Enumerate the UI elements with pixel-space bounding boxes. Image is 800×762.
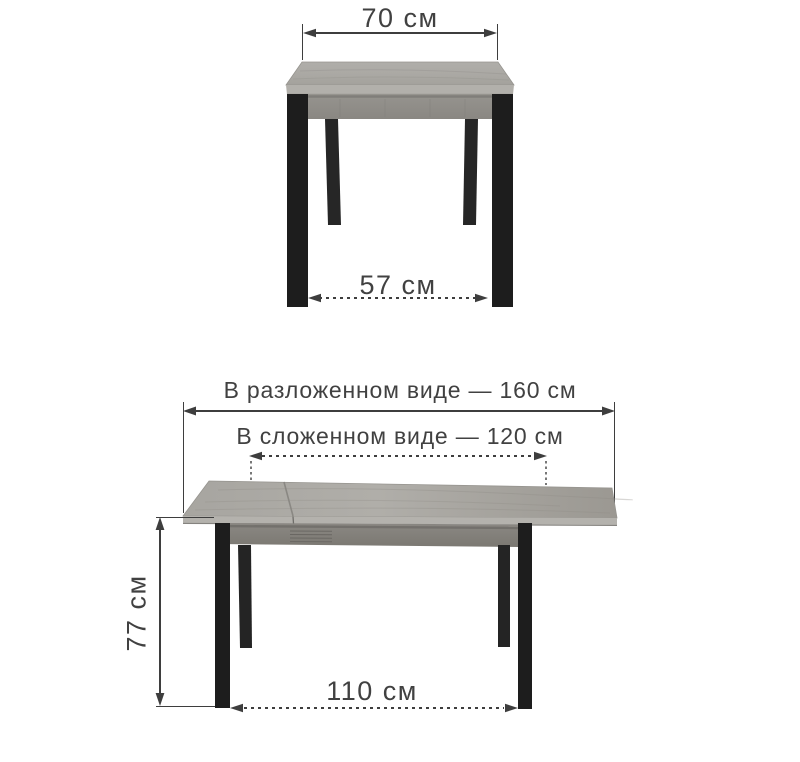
table-leg-front-right: [518, 523, 532, 709]
tabletop-surface: [183, 481, 617, 518]
edge-seam: [293, 517, 294, 524]
label-folded-length: В сложенном виде — 120 см: [236, 423, 564, 449]
arrowhead-right-icon: [602, 407, 615, 416]
dimension-folded-120: [249, 452, 547, 485]
table-leg-back-left: [325, 119, 341, 225]
arrowhead-up-icon: [156, 517, 165, 530]
label-front-leg-span: 110 см: [326, 676, 418, 706]
arrowhead-right-icon: [505, 704, 518, 713]
table-leg-front-left: [215, 523, 230, 708]
table-leg-front-right: [492, 94, 513, 307]
table-leg-back-right: [463, 119, 478, 225]
label-extended-length: В разложенном виде — 160 см: [223, 377, 577, 403]
dimension-height-77: [156, 517, 215, 707]
arrowhead-right-icon: [534, 452, 547, 461]
arrowhead-down-icon: [156, 693, 165, 706]
arrowhead-left-icon: [249, 452, 262, 461]
arrowhead-left-icon: [230, 704, 243, 713]
tabletop-surface: [286, 62, 514, 85]
table-leg-front-left: [287, 94, 308, 307]
end-view: [286, 24, 514, 307]
label-end-leg-span: 57 см: [359, 270, 437, 300]
front-view-table: [183, 481, 632, 709]
label-top-width: 70 см: [361, 3, 439, 33]
table-leg-back-left: [238, 545, 252, 648]
table-leg-back-right: [498, 545, 510, 647]
label-height: 77 см: [121, 574, 152, 652]
tabletop-edge: [286, 85, 514, 95]
arrowhead-left-icon: [183, 407, 196, 416]
